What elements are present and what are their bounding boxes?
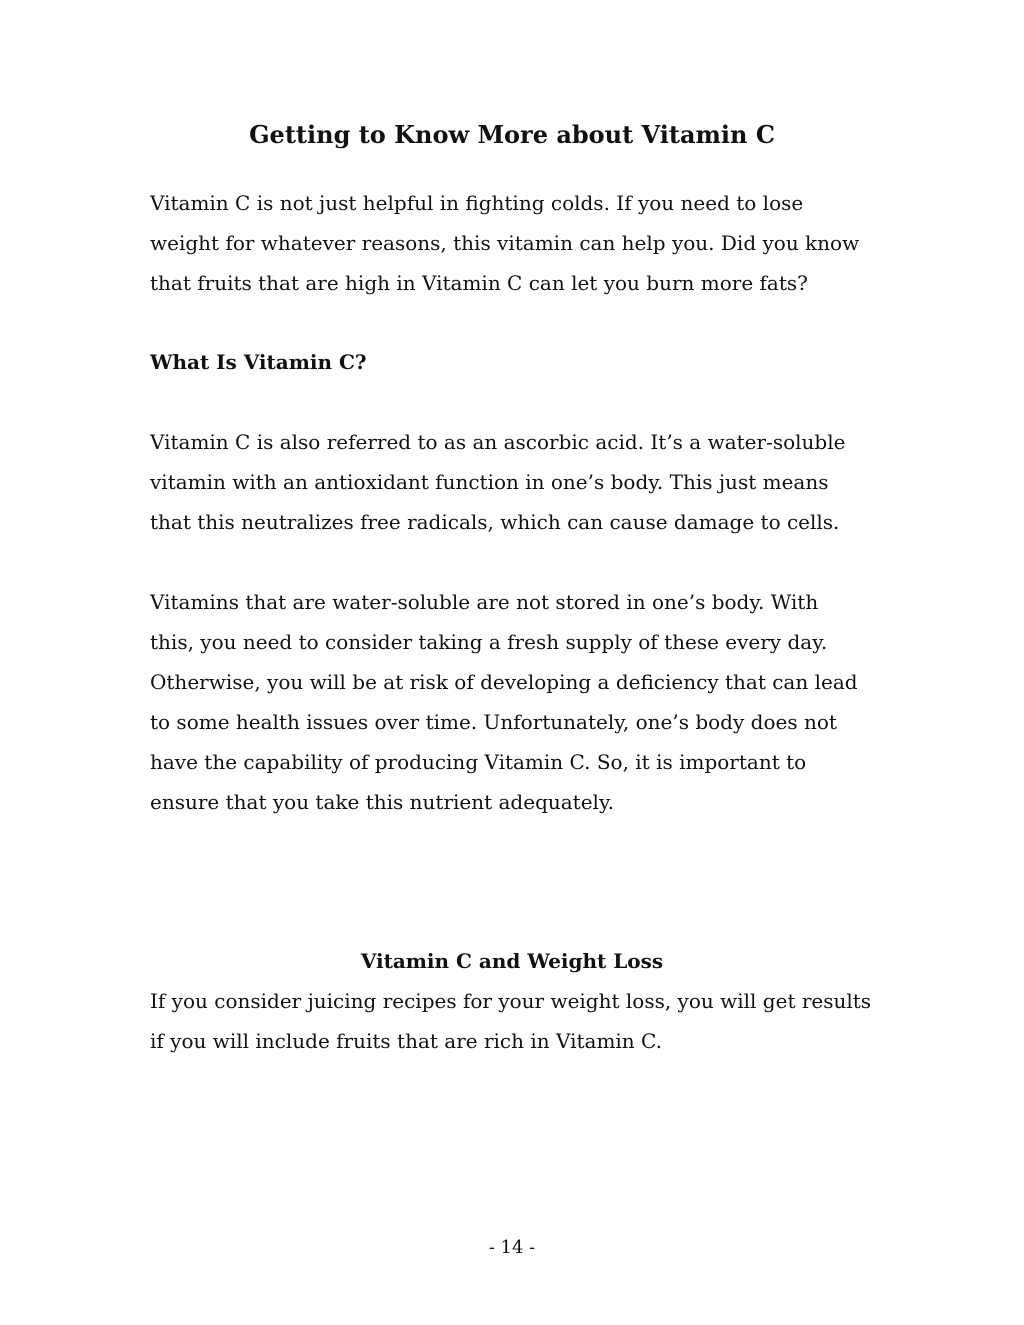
page-number: - 14 - bbox=[488, 1237, 536, 1258]
paragraph-line: If you consider juicing recipes for your weight loss, you will get results bbox=[150, 989, 872, 1013]
paragraph-line: to some health issues over time. Unfortunately, one’s body does not bbox=[150, 710, 837, 734]
paragraph-line: Vitamins that are water-soluble are not stored in one’s body. With bbox=[150, 590, 819, 614]
intro-line: weight for whatever reasons, this vitamin can help you. Did you know bbox=[150, 231, 860, 255]
intro-paragraph bbox=[150, 183, 890, 303]
section-heading-what-is-vitamin-c: What Is Vitamin C? bbox=[150, 350, 367, 374]
section2-paragraph-1 bbox=[150, 981, 890, 1061]
intro-line: Vitamin C is not just helpful in fighting colds. If you need to lose bbox=[150, 191, 804, 215]
paragraph-line: this, you need to consider taking a fresh supply of these every day. bbox=[150, 630, 828, 654]
paragraph-line: vitamin with an antioxidant function in one’s body. This just means bbox=[150, 470, 829, 494]
paragraph-line: Otherwise, you will be at risk of developing a deficiency that can lead bbox=[150, 670, 858, 694]
section1-paragraph-1 bbox=[150, 422, 890, 542]
paragraph-line: have the capability of producing Vitamin C. So, it is important to bbox=[150, 750, 807, 774]
page-title: Getting to Know More about Vitamin C bbox=[249, 120, 775, 149]
section1-paragraph-2 bbox=[150, 582, 890, 822]
intro-line: that fruits that are high in Vitamin C can let you burn more fats? bbox=[150, 271, 808, 295]
paragraph-line: if you will include fruits that are rich in Vitamin C. bbox=[150, 1029, 662, 1053]
paragraph-line: Vitamin C is also referred to as an ascorbic acid. It’s a water-soluble bbox=[150, 430, 846, 454]
paragraph-line: ensure that you take this nutrient adequately. bbox=[150, 790, 614, 814]
section-heading-weight-loss: Vitamin C and Weight Loss bbox=[360, 949, 664, 973]
paragraph-line: that this neutralizes free radicals, which can cause damage to cells. bbox=[150, 510, 840, 534]
